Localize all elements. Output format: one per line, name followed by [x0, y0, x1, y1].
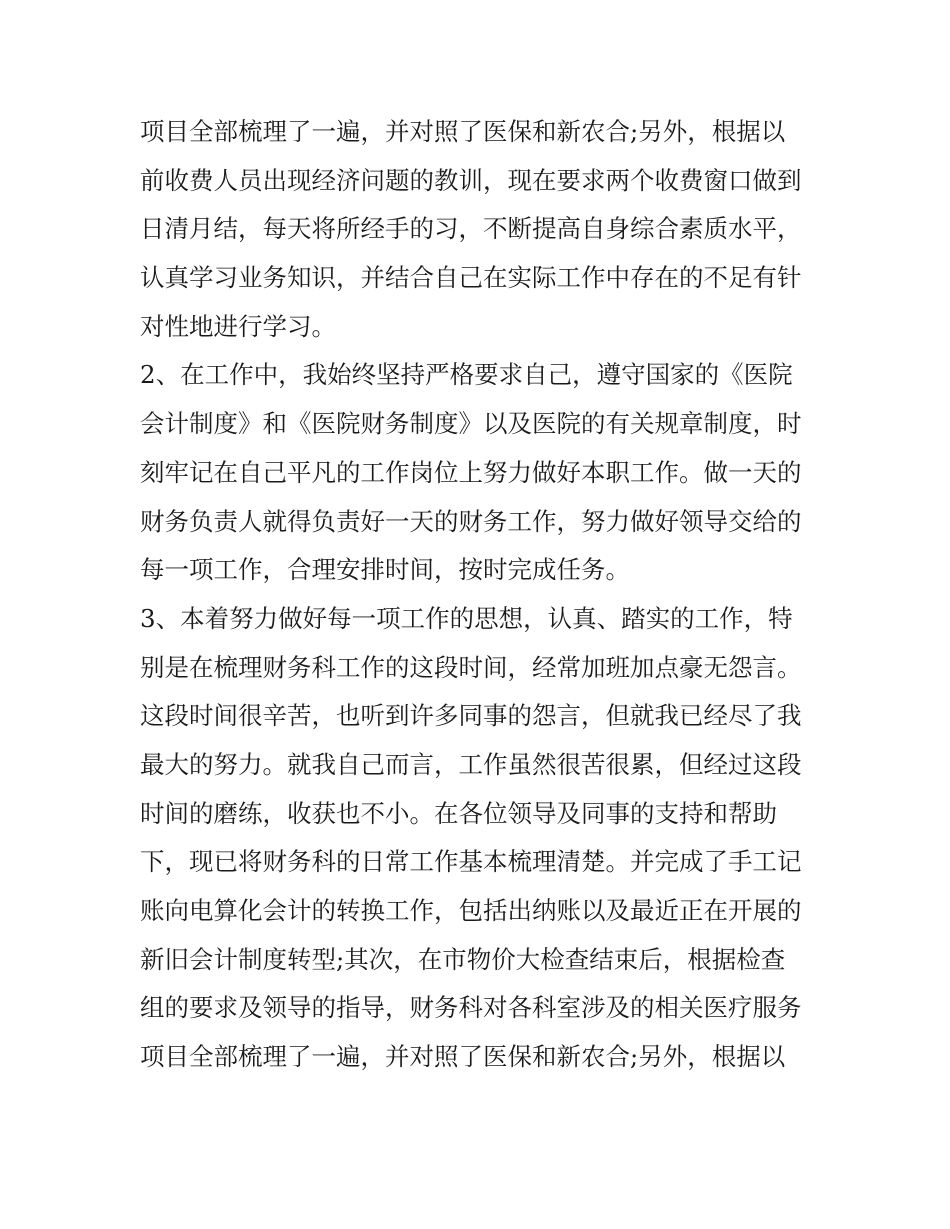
text-line: 每一项工作，合理安排时间，按时完成任务。: [140, 555, 630, 585]
text-line: 前收费人员出现经济问题的教训，现在要求两个收费窗口做到: [140, 165, 802, 195]
text-line: 新旧会计制度转型;其次，在市物价大检查结束后，根据检查: [140, 944, 786, 974]
text-line: 会计制度》和《医院财务制度》以及医院的有关规章制度，时: [140, 409, 802, 439]
text-line: 3、本着努力做好每一项工作的思想，认真、踏实的工作，特: [140, 603, 793, 633]
text-line: 下，现已将财务科的日常工作基本梳理清楚。并完成了手工记: [140, 847, 802, 877]
text-line: 财务负责人就得负责好一天的财务工作，努力做好领导交给的: [140, 506, 802, 536]
text-line: 最大的努力。就我自己而言，工作虽然很苦很累，但经过这段: [140, 749, 802, 779]
text-line: 项目全部梳理了一遍，并对照了医保和新农合;另外，根据以: [140, 1042, 786, 1072]
body-text: [140, 108, 820, 1082]
text-line: 认真学习业务知识，并结合自己在实际工作中存在的不足有针: [140, 263, 802, 293]
text-line: 账向电算化会计的转换工作，包括出纳账以及最近正在开展的: [140, 896, 802, 925]
text-line: 时间的磨练，收获也不小。在各位领导及同事的支持和帮助: [140, 798, 777, 828]
text-line: 对性地进行学习。: [140, 311, 336, 341]
text-line: 组的要求及领导的指导，财务科对各科室涉及的相关医疗服务: [140, 993, 802, 1023]
text-line: 2、在工作中，我始终坚持严格要求自己，遵守国家的《医院: [140, 360, 793, 390]
text-line: 刻牢记在自己平凡的工作岗位上努力做好本职工作。做一天的: [140, 457, 802, 487]
text-line: 日清月结，每天将所经手的习，不断提高自身综合素质水平，: [140, 214, 802, 244]
text-line: 别是在梳理财务科工作的这段时间，经常加班加点豪无怨言。: [140, 652, 802, 682]
text-line: 这段时间很辛苦，也听到许多同事的怨言，但就我已经尽了我: [140, 701, 802, 731]
text-line: 项目全部梳理了一遍，并对照了医保和新农合;另外，根据以: [140, 117, 786, 146]
